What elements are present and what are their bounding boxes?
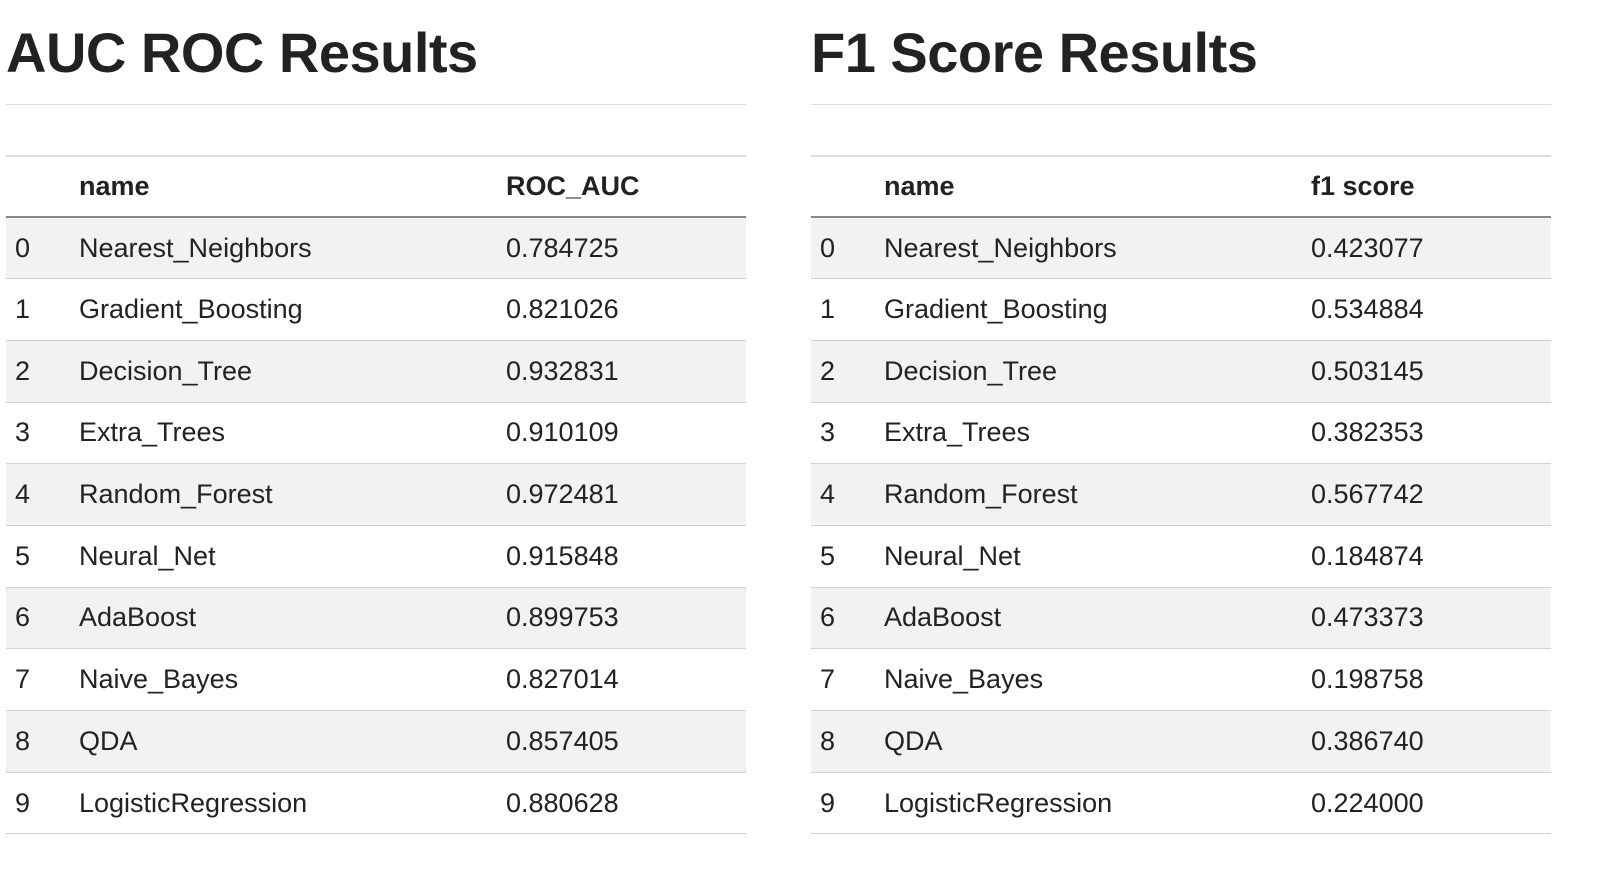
score-value-cell: 0.932831 (506, 355, 619, 386)
model-name-cell: Gradient_Boosting (884, 294, 1108, 325)
row-index: 2 (15, 355, 31, 386)
model-name-cell: QDA (884, 725, 943, 756)
row-index: 3 (820, 417, 836, 448)
row-index: 6 (15, 602, 31, 633)
row-index: 1 (15, 294, 31, 325)
row-index: 5 (820, 540, 836, 571)
f1-score-panel (811, 0, 1551, 818)
table-row (811, 279, 1551, 341)
table-row (6, 711, 746, 773)
score-value-cell: 0.910109 (506, 417, 619, 448)
row-index: 8 (820, 725, 836, 756)
score-value-cell: 0.423077 (1311, 232, 1424, 263)
table-row (6, 772, 746, 834)
row-index: 9 (15, 787, 31, 818)
model-name-cell: LogisticRegression (79, 787, 308, 818)
f1-score-title: F1 Score Results (811, 21, 1258, 84)
row-index: 2 (820, 355, 836, 386)
index-column-header (6, 156, 79, 217)
f1-score-title-divider (811, 104, 1551, 105)
score-value-cell: 0.534884 (1311, 294, 1424, 325)
model-name-cell: Extra_Trees (884, 417, 1031, 448)
table-row (811, 402, 1551, 464)
row-index: 0 (820, 232, 836, 263)
score-value-cell: 0.224000 (1311, 787, 1424, 818)
table-row (6, 340, 746, 402)
table-row (811, 649, 1551, 711)
score-value-cell: 0.473373 (1311, 602, 1424, 633)
model-name-cell: Decision_Tree (884, 355, 1058, 386)
table-row (6, 464, 746, 526)
table-row (6, 279, 746, 341)
table-row (811, 772, 1551, 834)
model-name-cell: QDA (79, 725, 138, 756)
row-index: 5 (15, 540, 31, 571)
table-row (6, 649, 746, 711)
score-value-cell: 0.386740 (1311, 725, 1424, 756)
name-column-header: name (79, 171, 150, 201)
model-name-cell: Naive_Bayes (79, 664, 239, 695)
model-name-cell: Nearest_Neighbors (79, 232, 312, 263)
row-index: 0 (15, 232, 31, 263)
score-value-cell: 0.382353 (1311, 417, 1424, 448)
f1-score-table (811, 155, 1551, 834)
name-column-header: name (884, 171, 955, 201)
model-name-cell: Neural_Net (884, 540, 1021, 571)
model-name-cell: Nearest_Neighbors (884, 232, 1117, 263)
model-name-cell: Neural_Net (79, 540, 216, 571)
table-row (6, 217, 746, 279)
f1-score-column-header: f1 score (1311, 171, 1415, 201)
table-row (811, 587, 1551, 649)
table-row (811, 464, 1551, 526)
row-index: 7 (15, 664, 31, 695)
model-name-cell: Gradient_Boosting (79, 294, 303, 325)
index-column-header (811, 156, 884, 217)
score-value-cell: 0.915848 (506, 540, 619, 571)
score-value-cell: 0.503145 (1311, 355, 1424, 386)
auc-roc-title: AUC ROC Results (6, 21, 478, 84)
table-row (811, 340, 1551, 402)
score-value-cell: 0.821026 (506, 294, 619, 325)
table-row (6, 525, 746, 587)
row-index: 4 (820, 479, 836, 510)
table-row (811, 217, 1551, 279)
auc-roc-panel (6, 0, 746, 818)
model-name-cell: Decision_Tree (79, 355, 253, 386)
auc-roc-table (6, 155, 746, 834)
score-value-cell: 0.198758 (1311, 664, 1424, 695)
row-index: 6 (820, 602, 836, 633)
row-index: 8 (15, 725, 31, 756)
score-value-cell: 0.784725 (506, 232, 619, 263)
table-header-row (811, 156, 1551, 217)
score-value-cell: 0.899753 (506, 602, 619, 633)
table-row (6, 402, 746, 464)
model-name-cell: AdaBoost (884, 602, 1002, 633)
row-index: 3 (15, 417, 31, 448)
score-value-cell: 0.880628 (506, 787, 619, 818)
score-value-cell: 0.857405 (506, 725, 619, 756)
table-row (811, 711, 1551, 773)
score-value-cell: 0.972481 (506, 479, 619, 510)
model-name-cell: LogisticRegression (884, 787, 1113, 818)
table-header-row (6, 156, 746, 217)
model-name-cell: AdaBoost (79, 602, 197, 633)
auc-roc-title-divider (6, 104, 746, 105)
model-name-cell: Naive_Bayes (884, 664, 1044, 695)
model-name-cell: Random_Forest (79, 479, 273, 510)
score-value-cell: 0.567742 (1311, 479, 1424, 510)
table-row (6, 587, 746, 649)
roc-auc-column-header: ROC_AUC (506, 171, 640, 201)
model-name-cell: Random_Forest (884, 479, 1078, 510)
row-index: 1 (820, 294, 836, 325)
row-index: 4 (15, 479, 31, 510)
row-index: 7 (820, 664, 836, 695)
row-index: 9 (820, 787, 836, 818)
score-value-cell: 0.827014 (506, 664, 619, 695)
score-value-cell: 0.184874 (1311, 540, 1424, 571)
table-row (811, 525, 1551, 587)
model-name-cell: Extra_Trees (79, 417, 226, 448)
